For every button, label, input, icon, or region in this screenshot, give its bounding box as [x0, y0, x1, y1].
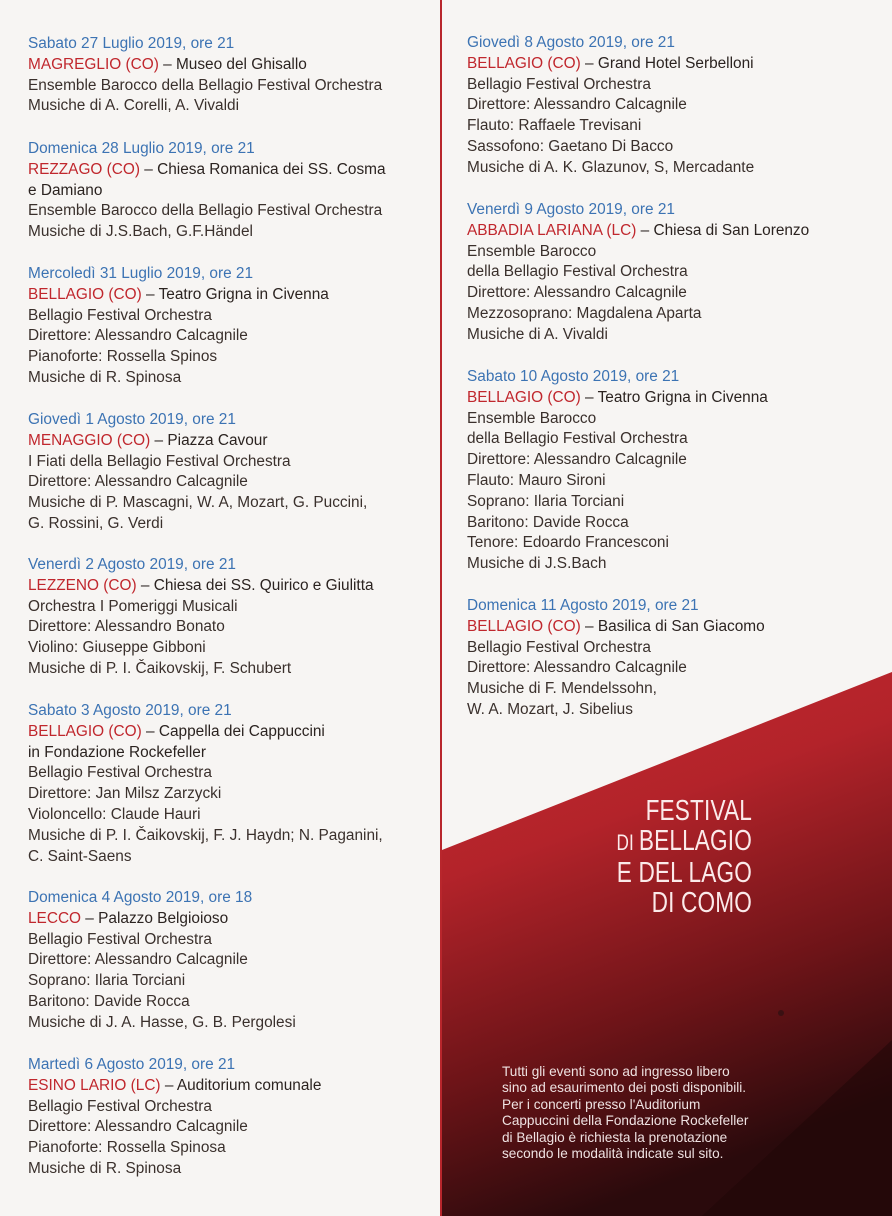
event-venue: – Piazza Cavour [150, 431, 268, 449]
event-date: Venerdì 2 Agosto 2019, ore 21 [28, 556, 236, 573]
event-detail: Tenore: Edoardo Francesconi [467, 534, 669, 552]
event-detail: Ensemble Barocco [467, 409, 597, 427]
event-venue: – Chiesa Romanica dei SS. Cosma [140, 160, 386, 178]
event-detail: Musiche di F. Mendelssohn, [467, 680, 657, 698]
event-detail: Direttore: Alessandro Calcagnile [467, 284, 687, 302]
event-detail: Bellagio Festival Orchestra [28, 764, 212, 782]
event-date: Domenica 4 Agosto 2019, ore 18 [28, 889, 253, 906]
decorative-speck [778, 1010, 784, 1016]
event-detail: Violino: Giuseppe Gibboni [28, 639, 206, 657]
event-detail: Musiche di P. I. Čaikovskij, F. Schubert [28, 659, 292, 677]
event-place: MENAGGIO (CO) [28, 431, 151, 449]
notice-line: Per i concerti presso l'Auditorium [502, 1096, 701, 1112]
event-detail: Direttore: Alessandro Calcagnile [28, 1118, 248, 1136]
event-entry [28, 139, 436, 243]
event-detail: Musiche di R. Spinosa [28, 368, 182, 386]
event-detail: Direttore: Alessandro Calcagnile [28, 473, 248, 491]
event-detail: Baritono: Davide Rocca [467, 513, 629, 531]
event-place: MAGREGLIO (CO) [28, 55, 159, 73]
notice-line: Tutti gli eventi sono ad ingresso libero [502, 1064, 730, 1079]
event-detail: Musiche di A. Corelli, A. Vivaldi [28, 97, 240, 115]
event-detail: Violoncello: Claude Hauri [28, 805, 201, 823]
event-detail: Baritono: Davide Rocca [28, 992, 190, 1010]
event-detail: I Fiati della Bellagio Festival Orchestra [28, 452, 291, 470]
event-detail: Direttore: Alessandro Calcagnile [467, 96, 687, 114]
event-detail: Ensemble Barocco [467, 242, 597, 260]
event-detail: Direttore: Alessandro Calcagnile [467, 451, 687, 469]
event-venue: – Cappella dei Cappuccini [141, 722, 325, 740]
event-place: ESINO LARIO (LC) [28, 1076, 161, 1094]
event-entry [28, 1055, 436, 1180]
event-place: BELLAGIO (CO) [467, 388, 581, 406]
event-detail: della Bellagio Festival Orchestra [467, 430, 688, 448]
event-place: LEZZENO (CO) [28, 576, 137, 594]
event-detail: Flauto: Mauro Sironi [467, 471, 606, 489]
event-venue: – Grand Hotel Serbelloni [580, 54, 754, 72]
event-entry [28, 264, 436, 389]
event-detail: Bellagio Festival Orchestra [28, 306, 212, 324]
event-entry [28, 555, 436, 680]
admission-notice [502, 1064, 812, 1162]
festival-title-line: E DEL LAGO [616, 857, 752, 889]
event-detail: Direttore: Alessandro Calcagnile [467, 659, 687, 677]
event-detail: Ensemble Barocco della Bellagio Festival Orchestra [28, 76, 383, 94]
event-date: Sabato 27 Luglio 2019, ore 21 [28, 35, 235, 52]
festival-title [544, 796, 752, 918]
event-venue: – Museo del Ghisallo [158, 55, 307, 73]
event-entry [467, 200, 887, 346]
event-date: Giovedì 8 Agosto 2019, ore 21 [467, 34, 675, 51]
event-place: BELLAGIO (CO) [467, 54, 581, 72]
event-place: REZZAGO (CO) [28, 160, 141, 178]
event-date: Sabato 10 Agosto 2019, ore 21 [467, 368, 680, 385]
event-date: Venerdì 9 Agosto 2019, ore 21 [467, 201, 675, 218]
event-venue: – Chiesa dei SS. Quirico e Giulitta [136, 576, 374, 594]
event-entry [467, 33, 887, 179]
event-detail: Musiche di A. Vivaldi [467, 325, 608, 343]
event-place: BELLAGIO (CO) [28, 722, 142, 740]
event-detail: Direttore: Alessandro Calcagnile [28, 951, 248, 969]
event-venue: – Teatro Grigna in Civenna [580, 388, 768, 406]
event-detail: Bellagio Festival Orchestra [28, 930, 212, 948]
event-detail: Direttore: Alessandro Bonato [28, 618, 225, 636]
notice-line: Cappuccini della Fondazione Rockefeller [502, 1113, 749, 1129]
event-detail: Direttore: Jan Milsz Zarzycki [28, 785, 222, 803]
event-place: BELLAGIO (CO) [28, 285, 142, 303]
event-date: Domenica 28 Luglio 2019, ore 21 [28, 140, 255, 157]
event-detail: Bellagio Festival Orchestra [467, 75, 651, 93]
event-date: Martedì 6 Agosto 2019, ore 21 [28, 1056, 236, 1073]
notice-line: secondo le modalità indicate sul sito. [502, 1146, 724, 1162]
event-detail: Sassofono: Gaetano Di Bacco [467, 137, 674, 155]
event-entry [467, 367, 887, 575]
event-entry [28, 888, 436, 1034]
event-detail: Soprano: Ilaria Torciani [467, 492, 625, 510]
event-detail: Ensemble Barocco della Bellagio Festival Orchestra [28, 202, 383, 220]
event-detail: Mezzosoprano: Magdalena Aparta [467, 304, 702, 322]
event-detail: Musiche di P. I. Čaikovskij, F. J. Haydn; N. Paganini, [28, 826, 383, 844]
event-venue: – Palazzo Belgioioso [81, 909, 229, 927]
event-place: BELLAGIO (CO) [467, 617, 581, 635]
event-detail: Musiche di A. K. Glazunov, S, Mercadante [467, 158, 755, 176]
event-entry [28, 34, 436, 117]
event-detail: Pianoforte: Rossella Spinos [28, 348, 218, 366]
event-detail: Musiche di R. Spinosa [28, 1159, 182, 1177]
event-venue-continued: in Fondazione Rockefeller [28, 743, 206, 761]
event-date: Mercoledì 31 Luglio 2019, ore 21 [28, 265, 254, 282]
event-detail: Orchestra I Pomeriggi Musicali [28, 597, 238, 615]
event-detail: Musiche di J.S.Bach [467, 555, 607, 573]
event-entry [28, 701, 436, 867]
event-detail: Bellagio Festival Orchestra [467, 638, 651, 656]
event-detail: della Bellagio Festival Orchestra [467, 263, 688, 281]
festival-title-line [590, 826, 752, 858]
event-detail: Direttore: Alessandro Calcagnile [28, 327, 248, 345]
event-detail: Musiche di J.S.Bach, G.F.Händel [28, 223, 253, 241]
notice-line: di Bellagio è richiesta la prenotazione [502, 1129, 728, 1145]
festival-title-line: DI COMO [651, 887, 752, 919]
event-detail: Flauto: Raffaele Trevisani [467, 117, 642, 135]
event-venue: – Auditorium comunale [160, 1076, 322, 1094]
event-detail: C. Saint-Saens [28, 847, 132, 865]
event-venue: – Teatro Grigna in Civenna [141, 285, 329, 303]
festival-title-small: DI [616, 830, 639, 855]
event-detail: Bellagio Festival Orchestra [28, 1097, 212, 1115]
event-detail: Soprano: Ilaria Torciani [28, 972, 186, 990]
event-detail: Pianoforte: Rossella Spinosa [28, 1139, 226, 1157]
event-venue-continued: e Damiano [28, 181, 103, 199]
event-date: Giovedì 1 Agosto 2019, ore 21 [28, 411, 236, 428]
notice-line: sino ad esaurimento dei posti disponibili. [502, 1080, 747, 1096]
event-detail: Musiche di P. Mascagni, W. A, Mozart, G. Puccini, [28, 494, 368, 512]
event-venue: – Basilica di San Giacomo [580, 617, 765, 635]
event-date: Sabato 3 Agosto 2019, ore 21 [28, 702, 232, 719]
event-entry [467, 596, 887, 721]
festival-title-name: BELLAGIO [638, 825, 752, 857]
event-venue: – Chiesa di San Lorenzo [636, 221, 810, 239]
event-entry [28, 410, 436, 535]
event-detail: W. A. Mozart, J. Sibelius [467, 700, 633, 718]
festival-title-line: FESTIVAL [645, 795, 752, 827]
event-place: LECCO [28, 909, 82, 927]
event-detail: G. Rossini, G. Verdi [28, 514, 164, 532]
event-place: ABBADIA LARIANA (LC) [467, 221, 637, 239]
event-detail: Musiche di J. A. Hasse, G. B. Pergolesi [28, 1013, 296, 1031]
event-date: Domenica 11 Agosto 2019, ore 21 [467, 597, 699, 614]
